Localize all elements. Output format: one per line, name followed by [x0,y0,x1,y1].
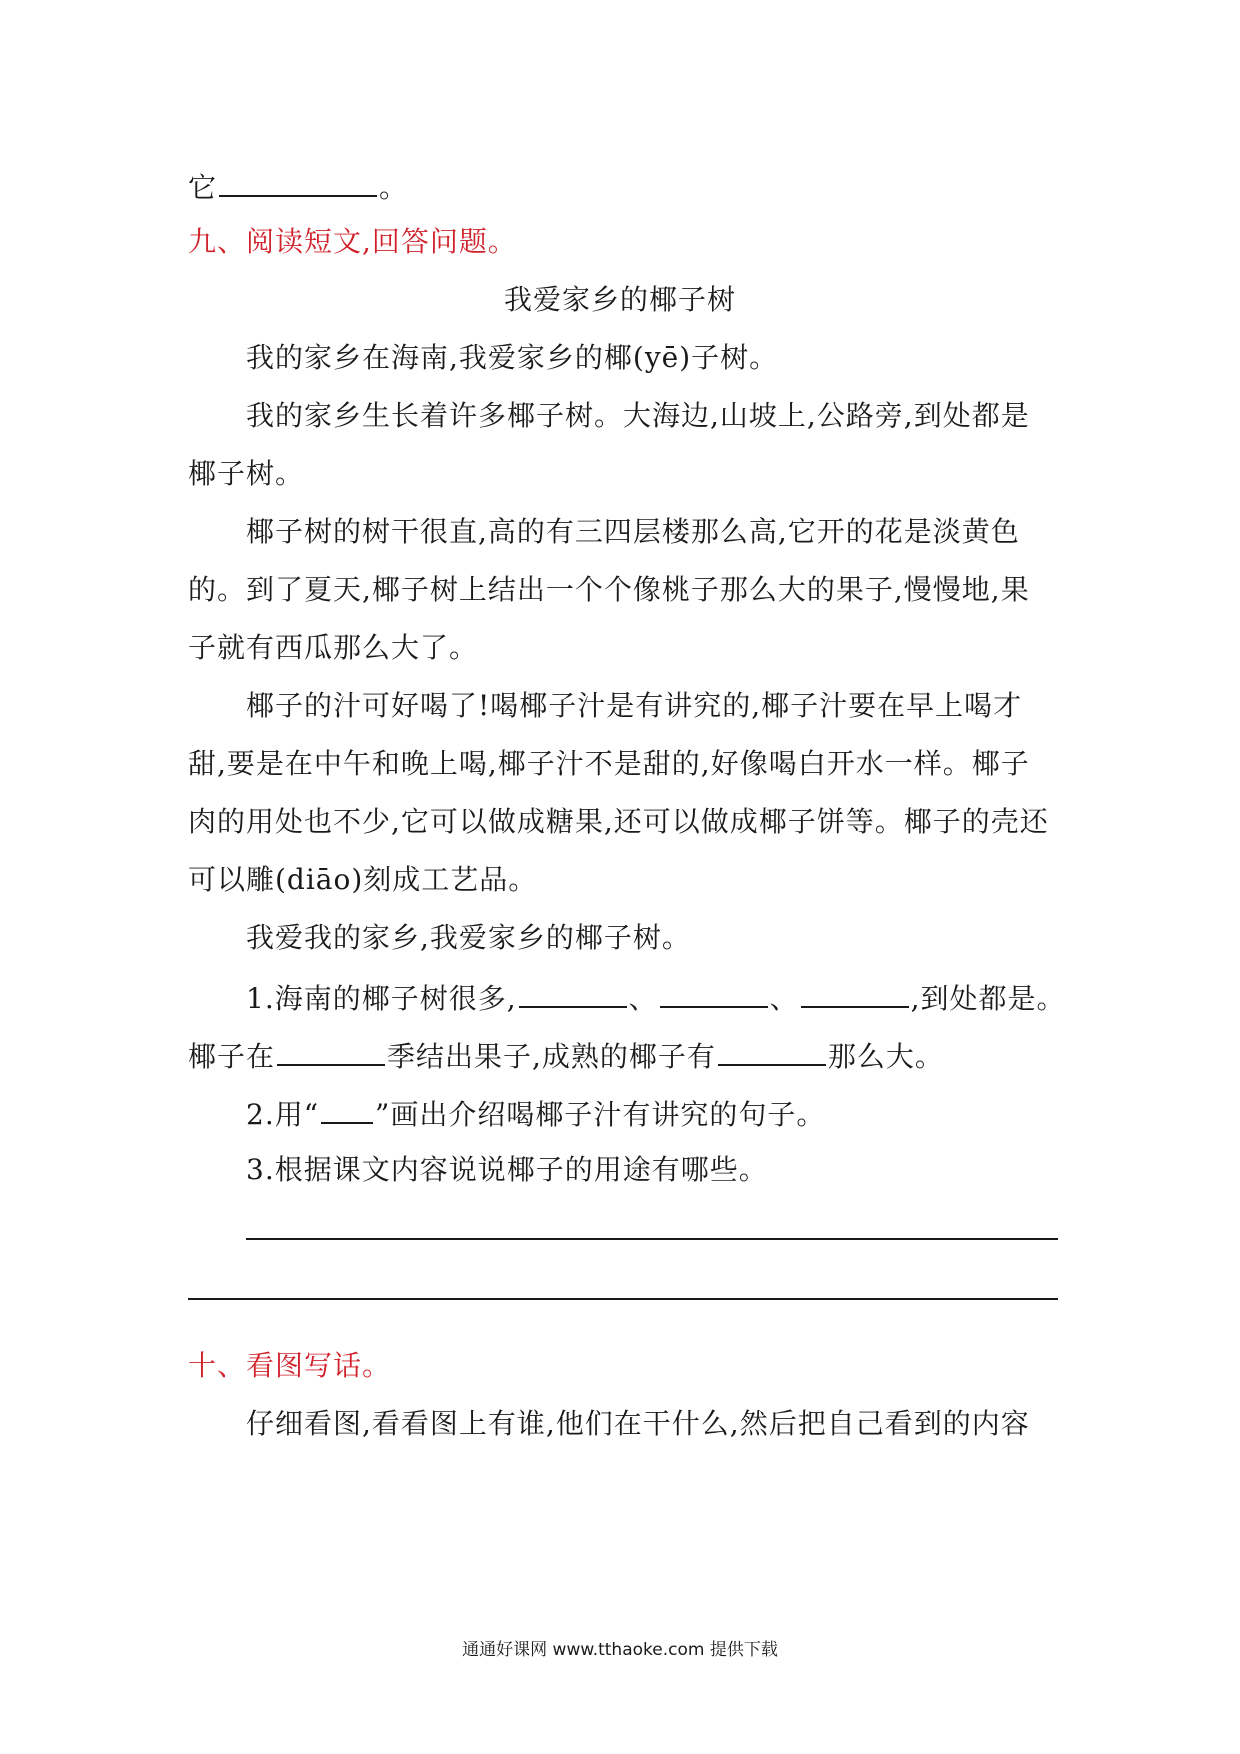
q2-underline-sample [321,1092,373,1124]
q1-season-suffix: 那么大。 [827,1040,944,1073]
section9-heading: 九、阅读短文,回答问题。 [188,225,517,258]
question-2 [246,1092,825,1135]
q1-blank-2[interactable] [660,976,768,1008]
answer-line-2[interactable] [188,1298,1058,1300]
top-prefix: 它 [188,171,218,204]
page-footer: 通通好课网 www.tthaoke.com 提供下载 [462,1640,778,1660]
q1-suffix: ,到处都是。 [910,982,1066,1015]
q1-season-mid: 季结出果子,成熟的椰子有 [387,1040,716,1073]
q1-blank-3[interactable] [801,976,909,1008]
passage-line: 椰子的汁可好喝了!喝椰子汁是有讲究的,椰子汁要在早上喝才 [246,689,1023,722]
passage-line: 椰子树的树干很直,高的有三四层楼那么高,它开的花是淡黄色 [246,515,1020,548]
passage-line: 我爱我的家乡,我爱家乡的椰子树。 [246,921,691,954]
question-1-line1 [246,976,1066,1019]
answer-line-1[interactable] [246,1238,1058,1240]
q1-separator: 、 [628,982,658,1015]
q2-prefix: 2.用“ [246,1098,320,1131]
top-blank[interactable] [219,165,377,197]
passage-line: 可以雕(diāo)刻成工艺品。 [188,863,538,896]
passage-line: 我的家乡在海南,我爱家乡的椰(yē)子树。 [246,341,779,374]
question-1-line2 [188,1034,944,1077]
passage-line: 的。到了夏天,椰子树上结出一个个像桃子那么大的果子,慢慢地,果 [188,573,1030,606]
q1-size-blank[interactable] [718,1034,826,1066]
section10-instruction: 仔细看图,看看图上有谁,他们在干什么,然后把自己看到的内容 [246,1407,1030,1440]
passage-line: 椰子树。 [188,457,305,490]
passage-line: 甜,要是在中午和晚上喝,椰子汁不是甜的,好像喝白开水一样。椰子 [188,747,1030,780]
q1-season-blank[interactable] [277,1034,385,1066]
q1-separator: 、 [769,982,799,1015]
passage-line: 肉的用处也不少,它可以做成糖果,还可以做成椰子饼等。椰子的壳还 [188,805,1049,838]
question-3: 3.根据课文内容说说椰子的用途有哪些。 [246,1153,768,1186]
passage-title: 我爱家乡的椰子树 [503,283,736,316]
q1-prefix: 1.海南的椰子树很多, [246,982,517,1015]
section10-heading: 十、看图写话。 [188,1349,392,1382]
top-suffix: 。 [379,171,409,204]
top-answer-line [188,165,408,208]
passage-line: 我的家乡生长着许多椰子树。大海边,山坡上,公路旁,到处都是 [246,399,1030,432]
q2-suffix: ”画出介绍喝椰子汁有讲究的句子。 [375,1098,826,1131]
passage-line: 子就有西瓜那么大了。 [188,631,479,664]
q1-blank-1[interactable] [519,976,627,1008]
q1-season-prefix: 椰子在 [188,1040,276,1073]
